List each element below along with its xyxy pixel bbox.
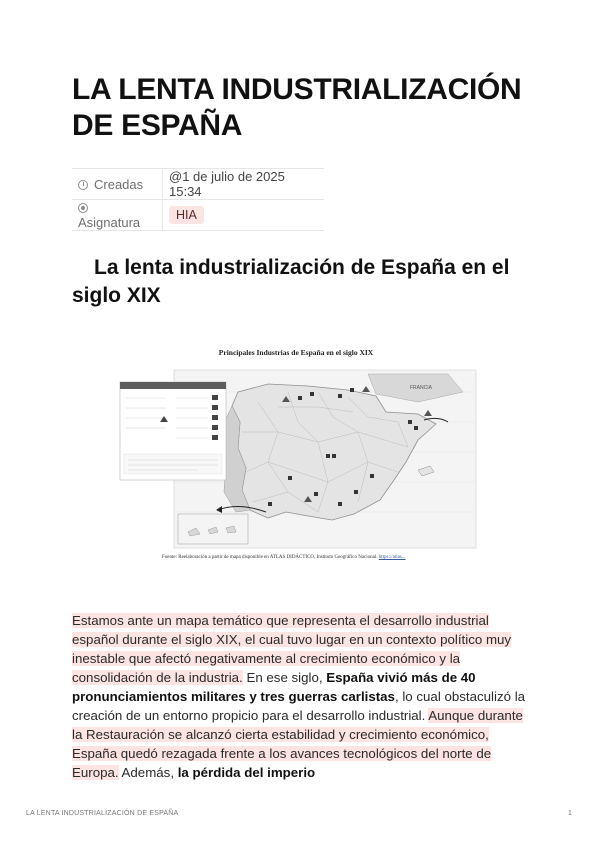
map-label-francia: FRANCIA xyxy=(410,385,432,391)
property-label: Creadas xyxy=(94,176,144,192)
caption-link[interactable]: https://atlas... xyxy=(378,555,406,560)
industry-map-image xyxy=(118,362,483,552)
subject-tag[interactable]: HIA xyxy=(169,206,204,224)
property-key xyxy=(72,200,163,231)
property-row-subject xyxy=(72,200,324,231)
properties-table xyxy=(72,168,324,231)
bold-text: España vivió más de 40 pronunciamientos militares y tres guerras carlistas xyxy=(72,670,476,704)
property-key xyxy=(72,169,163,200)
property-row-created xyxy=(72,169,324,200)
page-number: 1 xyxy=(568,810,572,817)
property-value[interactable] xyxy=(163,200,325,231)
document-title: LA LENTA INDUSTRIALIZACIÓN DE ESPAÑA xyxy=(72,73,522,142)
figure-caption: Fuente: Reelaboración a partir de mapa disponible en ATLAS DIDÁCTICO, Instituto Geográfico Nacional. https://atlas... xyxy=(162,555,406,560)
section-heading: La lenta industrialización de España en el siglo XIX xyxy=(72,256,510,307)
figure-title: Principales Industrias de España en el siglo XIX xyxy=(218,348,374,357)
property-label: Asignatura xyxy=(78,215,141,230)
property-value[interactable]: @1 de julio de 2025 15:34 xyxy=(163,169,325,200)
highlighted-text: Estamos ante un mapa temático que representa el desarrollo industrial español durante el siglo XIX, el cual tuvo lugar en un contexto político muy inestable que afectó negativamente al crecimiento económico y la consolidación de la industria. xyxy=(72,613,512,685)
clock-icon xyxy=(78,180,88,190)
footer-title: LA LENTA INDUSTRIALIZACIÓN DE ESPAÑA xyxy=(26,810,179,817)
highlighted-text: Aunque durante la Restauración se alcanzó cierta estabilidad y crecimiento económico, España quedó rezagada frente a los avances tecnológicos del norte de Europa. xyxy=(72,708,523,780)
body-paragraph: Estamos ante un mapa temático que representa el desarrollo industrial español durante el siglo XIX, el cual tuvo lugar en un contexto político muy inestable que afectó negativamente al crecimiento económico y la consolidación de la industria. En ese siglo, España vivió más de 40 pronunciamientos militares y tres guerras carlistas, lo cual obstaculizó la creación de un entorno propicio para el desarrollo industrial. Aunque durante la Restauración se alcanzó cierta estabilidad y crecimiento económico, España quedó rezagada frente a los avances tecnológicos del norte de Europa. Además, la pérdida del imperio xyxy=(72,613,526,780)
bold-text: la pérdida del imperio xyxy=(177,765,316,780)
map-figure xyxy=(118,344,483,576)
select-icon xyxy=(78,203,88,213)
